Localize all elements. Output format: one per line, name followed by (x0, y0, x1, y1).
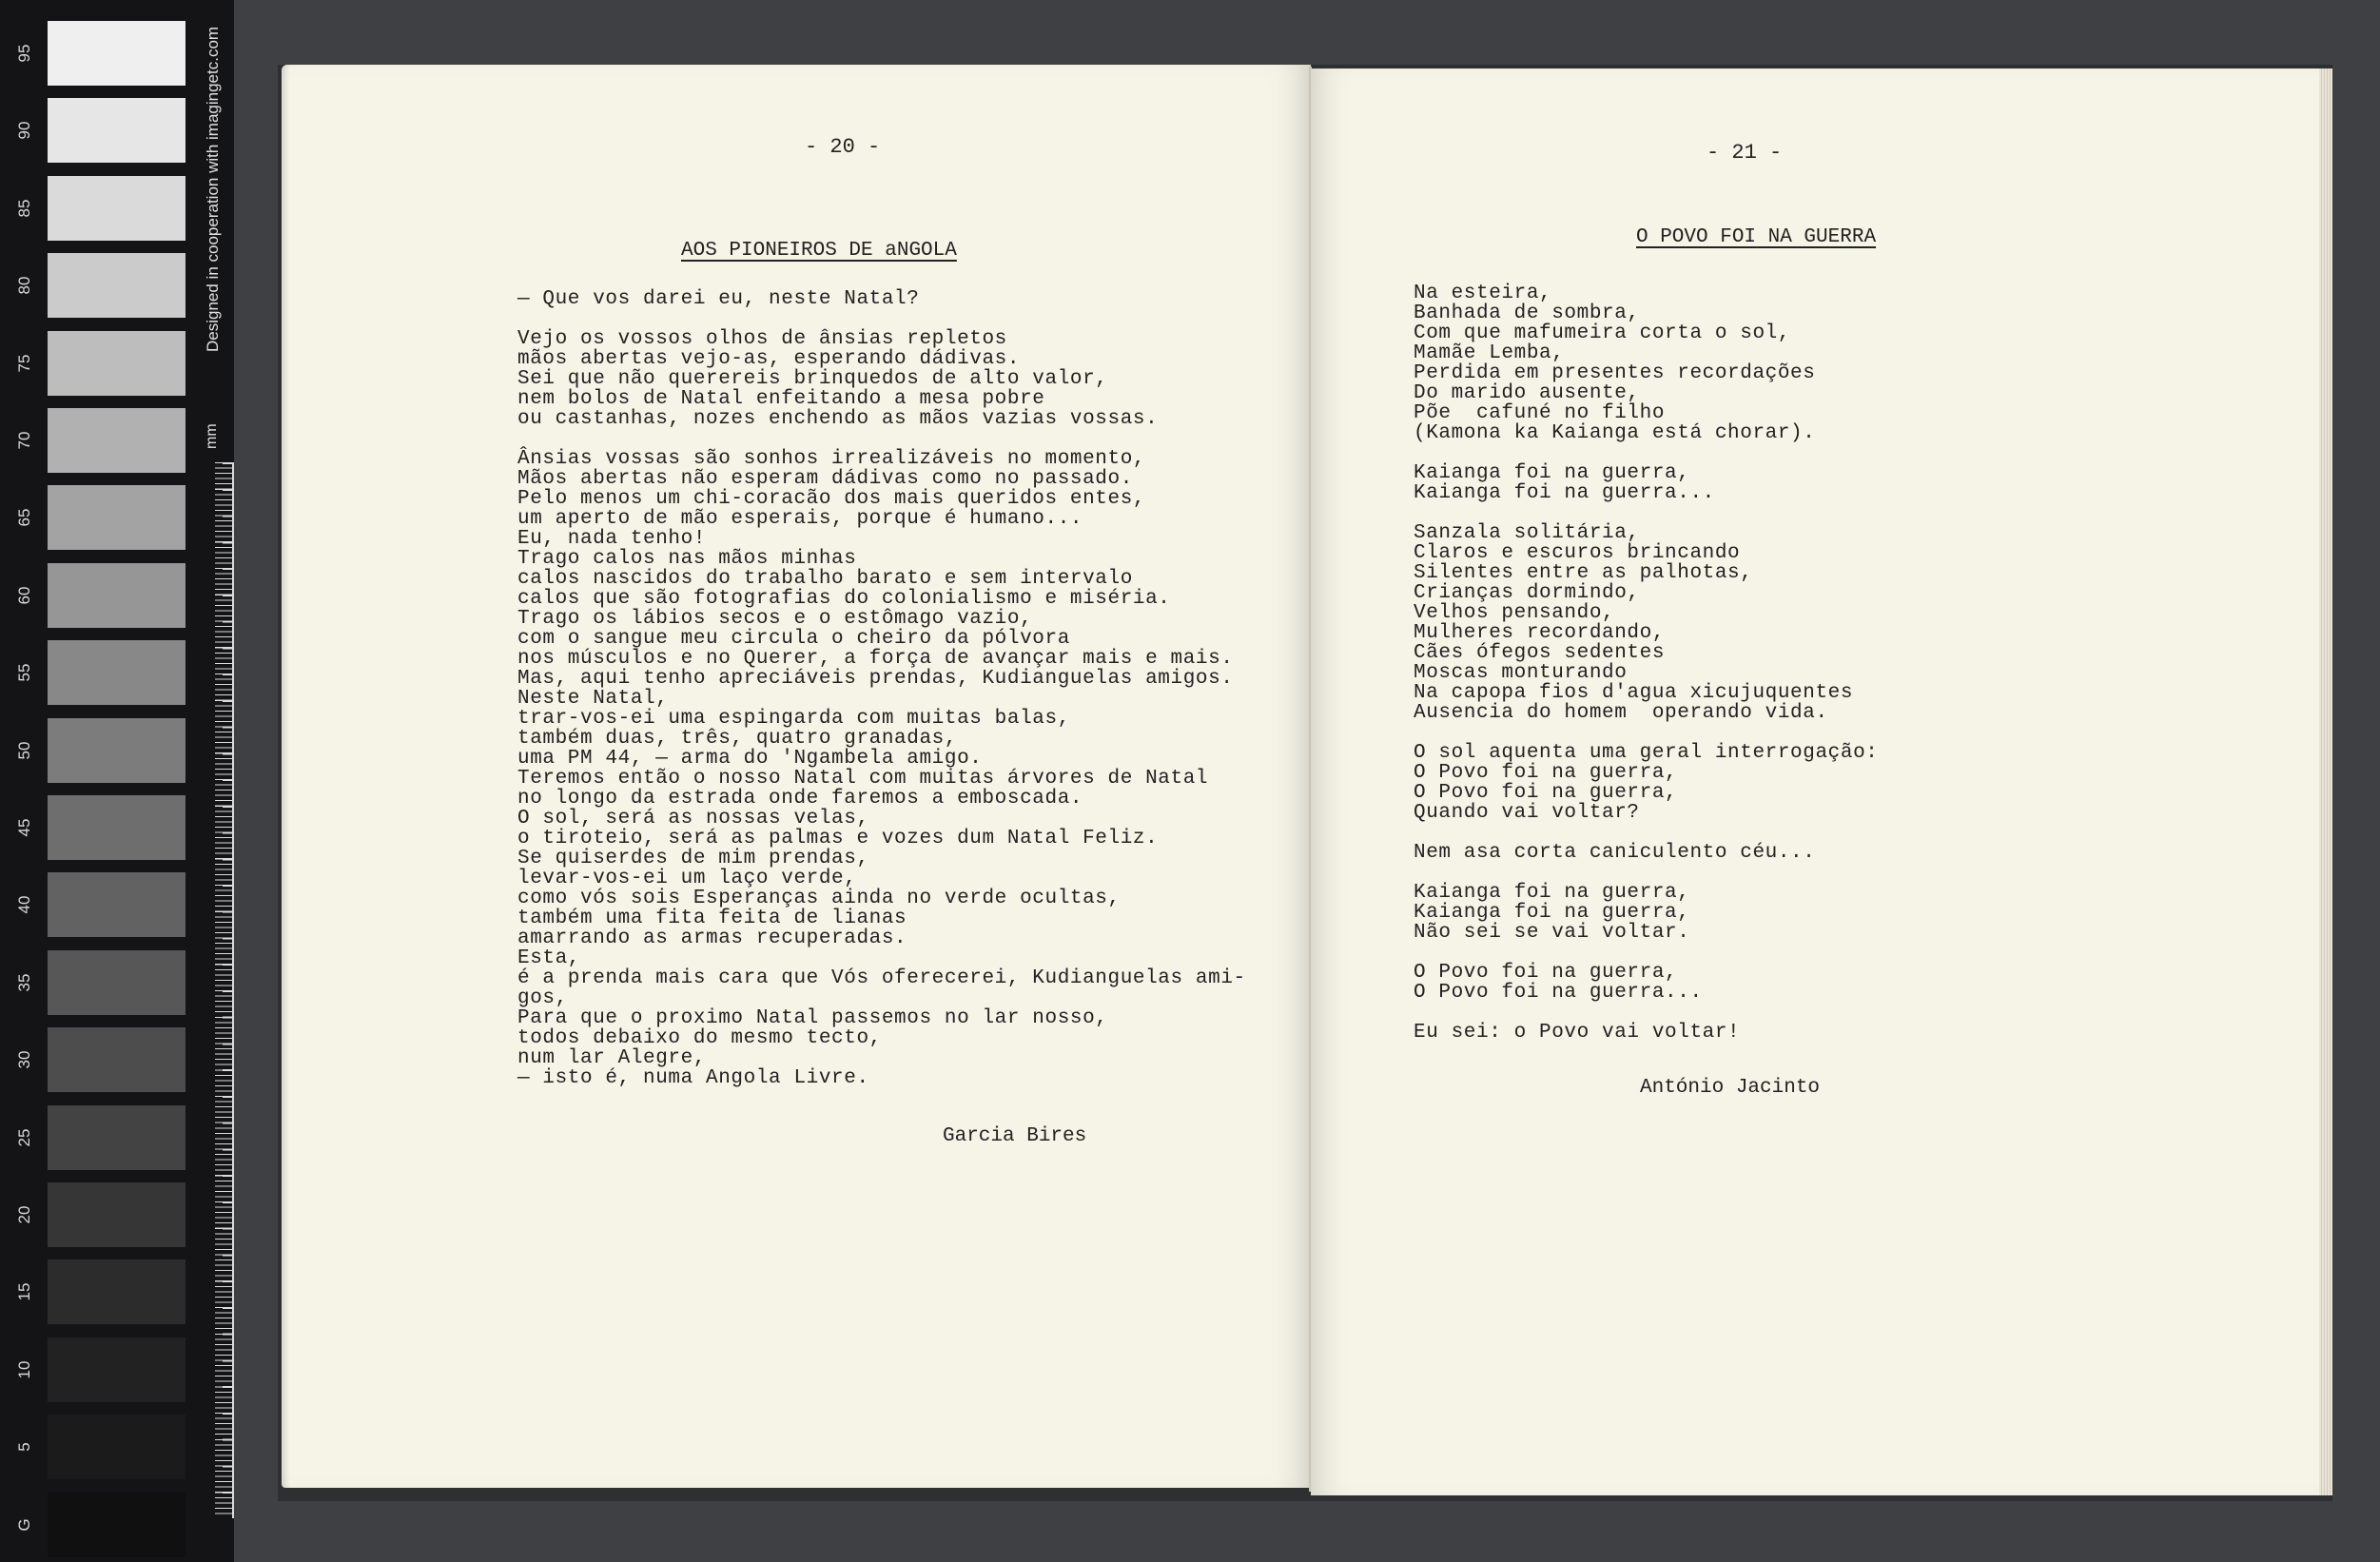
poem-body (517, 289, 1246, 1088)
poem-line: com o sangue meu circula o cheiro da pólvora (517, 628, 1070, 650)
poem-line: Esta, (517, 947, 581, 969)
poem-line: O Povo foi na guerra, (1414, 782, 1678, 804)
gray-patch (48, 1415, 185, 1479)
poem-title: AOS PIONEIROS DE aNGOLA (681, 240, 957, 262)
poem-line: calos que são fotografias do colonialismo e miséria. (517, 588, 1171, 610)
poem-line: Silentes entre as palhotas, (1414, 562, 1753, 584)
poem-line: Sei que não querereis brinquedos de alto valor, (517, 368, 1108, 390)
color-scale-strip (0, 0, 234, 1562)
poem-line: Pelo menos um chi-coracão dos mais queridos entes, (517, 488, 1146, 510)
poem-line: Vejo os vossos olhos de ânsias repletos (517, 328, 1007, 350)
poem-line: Velhos pensando, (1414, 602, 1615, 624)
poem-line: Eu sei: o Povo vai voltar! (1414, 1022, 1741, 1044)
gray-patch (48, 950, 185, 1015)
poem-line: Ausencia do homem operando vida. (1414, 702, 1828, 724)
poem-line: Kaianga foi na guerra, (1414, 882, 1690, 904)
poem-line: Para que o proximo Natal passemos no lar nosso, (517, 1007, 1108, 1029)
stanza-gap (517, 429, 1246, 449)
scale-number: 25 (15, 1128, 33, 1147)
scale-number: 90 (15, 121, 33, 140)
gray-patch (48, 253, 185, 318)
poem-line: Põe cafuné no filho (1414, 402, 1666, 424)
poem-line: calos nascidos do trabalho barato e sem intervalo (517, 568, 1133, 590)
poem-line: Kaianga foi na guerra... (1414, 482, 1715, 504)
gray-patch (48, 98, 185, 163)
gray-patch (48, 408, 185, 473)
poem-line: O Povo foi na guerra, (1414, 962, 1678, 984)
gray-patch (48, 331, 185, 396)
gray-patch (48, 1027, 185, 1092)
poem-line: Teremos então o nosso Natal com muitas árvores de Natal (517, 768, 1209, 790)
poem-line: é a prenda mais cara que Vós oferecerei, Kudianguelas ami- (517, 967, 1246, 989)
scale-number: 70 (15, 431, 33, 450)
scale-brand-text: Designed in cooperation with imagingetc.com (204, 26, 222, 352)
scale-number: 35 (15, 973, 33, 992)
right-page (1311, 68, 2331, 1495)
page-number: - 20 - (805, 135, 881, 159)
poem-line: Cães ófegos sedentes (1414, 642, 1666, 664)
stanza-gap (1414, 943, 1878, 963)
poem-line: levar-vos-ei um laço verde, (517, 868, 857, 889)
gray-patch (48, 718, 185, 783)
poem-line: Perdida em presentes recordações (1414, 362, 1816, 384)
poem-line: todos debaixo do mesmo tecto, (517, 1027, 882, 1049)
poem-author: António Jacinto (1640, 1077, 1821, 1099)
poem-line: Mulheres recordando, (1414, 622, 1666, 644)
gray-patch (48, 640, 185, 705)
stanza-gap (1414, 443, 1878, 463)
poem-line: Banhada de sombra, (1414, 303, 1640, 324)
poem-line: um aperto de mão esperais, porque é humano... (517, 508, 1083, 530)
poem-line: amarrando as armas recuperadas. (517, 927, 907, 949)
stanza-gap (1414, 823, 1878, 843)
scale-numbers (0, 0, 46, 1562)
poem-line: uma PM 44, — arma do 'Ngambela amigo. (517, 748, 983, 770)
poem-line: (Kamona ka Kaianga está chorar). (1414, 422, 1816, 444)
poem-line: nos músculos e no Querer, a força de avançar mais e mais. (517, 648, 1234, 670)
poem-title: O POVO FOI NA GUERRA (1636, 226, 1877, 248)
mm-ruler (215, 462, 232, 1518)
gray-patch (48, 21, 185, 86)
gray-patch (48, 1259, 185, 1324)
scale-number: 30 (15, 1050, 33, 1069)
poem-line: Moscas monturando (1414, 662, 1628, 684)
poem-line: Não sei se vai voltar. (1414, 922, 1690, 944)
scale-number: G (15, 1517, 33, 1532)
scale-number: 50 (15, 741, 33, 760)
stanza-gap (1414, 503, 1878, 523)
poem-line: Quando vai voltar? (1414, 802, 1640, 824)
poem-line: gos, (517, 987, 568, 1009)
page-number: - 21 - (1707, 141, 1783, 165)
stanza-gap (1414, 723, 1878, 743)
gray-patch (48, 1493, 185, 1557)
poem-line: Mãos abertas não esperam dádivas como no passado. (517, 468, 1133, 490)
poem-line: Ânsias vossas são sonhos irrealizáveis no momento, (517, 448, 1146, 470)
scale-number: 75 (15, 354, 33, 373)
poem-line: — Que vos darei eu, neste Natal? (517, 288, 920, 310)
poem-line: Nem asa corta caniculento céu... (1414, 842, 1816, 864)
gray-patches (48, 0, 186, 1562)
poem-line: Mamãe Lemba, (1414, 342, 1565, 364)
scale-number: 5 (15, 1442, 33, 1452)
poem-line: nem bolos de Natal enfeitando a mesa pobre (517, 388, 1045, 410)
poem-line: Eu, nada tenho! (517, 528, 707, 550)
left-page (282, 65, 1311, 1488)
poem-line: O sol, será as nossas velas, (517, 808, 869, 830)
scale-number: 45 (15, 818, 33, 837)
poem-line: também duas, três, quatro granadas, (517, 728, 958, 750)
poem-line: Kaianga foi na guerra, (1414, 902, 1690, 924)
poem-author: Garcia Bires (943, 1125, 1087, 1147)
poem-line: Sanzala solitária, (1414, 522, 1640, 544)
poem-line: Do marido ausente, (1414, 382, 1640, 404)
gray-patch (48, 485, 185, 550)
poem-line: Crianças dormindo, (1414, 582, 1640, 604)
stanza-gap (1414, 863, 1878, 883)
scale-number: 80 (15, 276, 33, 295)
poem-line: num lar Alegre, (517, 1047, 707, 1069)
poem-line: Kaianga foi na guerra, (1414, 462, 1690, 484)
scale-number: 55 (15, 663, 33, 682)
scale-mm-label: mm (204, 423, 220, 449)
poem-line: o tiroteio, será as palmas e vozes dum Natal Feliz. (517, 828, 1159, 849)
scale-number: 10 (15, 1360, 33, 1379)
poem-line: como vós sois Esperanças ainda no verde ocultas, (517, 888, 1121, 909)
poem-body (1414, 283, 1878, 1043)
poem-line: — isto é, numa Angola Livre. (517, 1067, 869, 1089)
gray-patch (48, 1337, 185, 1402)
poem-line: trar-vos-ei uma espingarda com muitas balas, (517, 708, 1070, 730)
poem-line: mãos abertas vejo-as, esperando dádivas. (517, 348, 1021, 370)
page-edges (2319, 68, 2332, 1495)
poem-line: Se quiserdes de mim prendas, (517, 848, 869, 869)
scale-number: 40 (15, 895, 33, 914)
poem-line: Claros e escuros brincando (1414, 542, 1741, 564)
gray-patch (48, 1105, 185, 1170)
poem-line: Na capopa fios d'agua xicujuquentes (1414, 682, 1854, 704)
gray-patch (48, 176, 185, 241)
gray-patch (48, 795, 185, 860)
scale-number: 65 (15, 508, 33, 527)
poem-line: ou castanhas, nozes enchendo as mãos vazias vossas. (517, 408, 1159, 430)
poem-line: Trago calos nas mãos minhas (517, 548, 857, 570)
gray-patch (48, 563, 185, 628)
poem-line: também uma fita feita de lianas (517, 908, 907, 929)
poem-line: Trago os lábios secos e o estômago vazio, (517, 608, 1033, 630)
scale-number: 95 (15, 44, 33, 63)
mm-ruler-edge (232, 462, 234, 1518)
poem-line: O Povo foi na guerra... (1414, 982, 1703, 1004)
poem-line: no longo da estrada onde faremos a emboscada. (517, 788, 1083, 810)
poem-line: Neste Natal, (517, 688, 669, 710)
poem-line: Na esteira, (1414, 283, 1552, 304)
scale-number: 15 (15, 1282, 33, 1301)
poem-line: Mas, aqui tenho apreciáveis prendas, Kudianguelas amigos. (517, 668, 1234, 690)
scale-number: 60 (15, 586, 33, 605)
poem-line: O sol aquenta uma geral interrogação: (1414, 742, 1879, 764)
scale-number: 85 (15, 199, 33, 218)
stanza-gap (517, 309, 1246, 329)
gray-patch (48, 1182, 185, 1247)
stanza-gap (1414, 1003, 1878, 1023)
scale-number: 20 (15, 1205, 33, 1224)
poem-line: O Povo foi na guerra, (1414, 762, 1678, 784)
poem-line: Com que mafumeira corta o sol, (1414, 322, 1791, 344)
gray-patch (48, 872, 185, 937)
